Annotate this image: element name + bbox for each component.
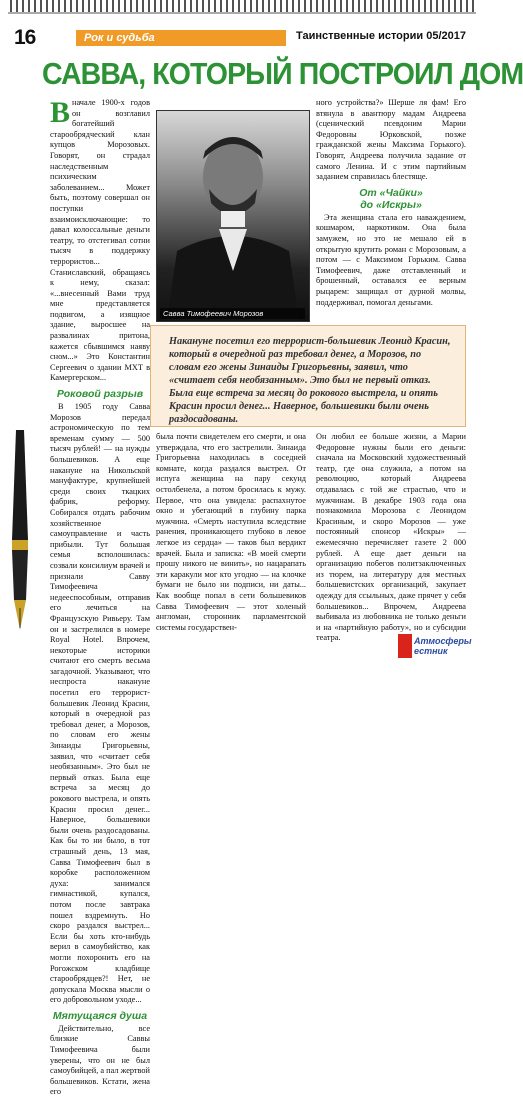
page-number: 16: [14, 26, 36, 49]
pull-quote-text: Накануне посетил его террорист-большевик Леонид Красин, который в очередной раз требовал денег, а Морозов, по словам его жены Зинаиды Григорьевны, заявил, что «считает себя необязанным». Это был не первый отказ. Была еще встреча за месяц до рокового выстрела, и опять Красин просил денег... Наверное, большевики были очень раздосадованы.: [169, 336, 451, 425]
portrait-photo: [156, 110, 310, 322]
subheading-restless-soul: Мятущаяся душа: [52, 1009, 148, 1022]
magazine-logo: [398, 634, 476, 658]
subheading-seagull-line-2: до «Искры»: [360, 198, 422, 211]
logo-line-2: естник: [414, 646, 448, 656]
portrait-illustration: [157, 111, 309, 321]
fountain-pen-icon: [2, 430, 42, 630]
bottom-paragraph-2: Он любил ее больше жизни, а Марии Федоровне нужны были его деньги: сначала на Московский художественный театр, где она служила, а потом на революцию, который Андреева отдавалась с той же страстью, что и мужчинам. В декабре 1903 года она познакомила Морозова с Леонидом Красиным, и скоро Морозов — уже постоянный спонсор «Искры» — ежемесячно перечисляет газете 2 000 рублей. А еще дает деньги на организацию побегов политзаключенных из тюрем, на литературу для местных большевистских организаций, закупает одежду для ссыльных, даже прячет у себя большевиков... Впрочем, Андреева выбивала из любовника не только деньги и на «партийную работу», но и субсидии театра.: [316, 432, 466, 643]
dropcap: В: [50, 96, 71, 129]
photo-caption: Савва Тимофеевич Морозов: [160, 308, 305, 319]
left-paragraph-2: В 1905 году Савва Морозов передал астрономическую по тем временам сумму — 500 тысяч рублей! — на нужды большевиков. А еще накануне на Никольской мануфактуре, крупнейшей среди своих ткацких фабрик, реформу. Собирался отдать рабочим хозяйственное самоуправление и часть прибыли. Тут большая семья всполошилась: созвали консилиум врачей и признали Савву Тимофеевича недееспособным, отправив его лечиться на Французскую Ривьеру. Там он и застрелился в номере Royal Hotel. Впрочем, некоторые историки считают его смерть весьма загадочной. Указывают, что неспроста накануне посетил его террорист-большевик Леонид Красин, который в очередной раз требовал денег, а Морозов, по словам его жены Зинаиды Григорьевны, заявил, что «считает себя необязанным». Это был не первый отказ. Была еще встреча за месяц до рокового выстрела, и опять Красин просил денег... Наверное, большевики были очень раздосадованы. Как бы то ни было, в тот страшный день, 13 мая, Савва Тимофеевич был в коробке расположенном духа: занимался гимнастикой, купался, потом после завтрака пошел вздремнуть. Но скоро раздался выстрел... Если бы хоть кто-нибудь верил в самоубийство, как могли похоронить его на Рогожском кладбище старообрядцев?! Нет, не допускала Москва мысли о его добровольном уходе...: [50, 402, 150, 1005]
article-headline: САВВА, КОТОРЫЙ ПОСТРОИЛ ДОМ: [42, 56, 523, 91]
left-column: [50, 96, 150, 1097]
rubric-banner: [76, 30, 286, 46]
right-paragraph-2: Эта женщина стала его наваждением, кошмаром, наркотиком. Она была замужем, но это не мешало ей в открытую крутить роман с Морозовым, а потом — с Максимом Горьким. Савва Тимофеевич, даже отставленный и брошенный, оставался ее верным рыцарем: защищал от дурной молвы, поддерживал, помогал деньгами.: [316, 212, 466, 307]
left-paragraph-3: Действительно, все близкие Саввы Тимофеевича были уверены, что он не был самоубийцей, а пал жертвой большевиков. Кстати, жена его: [50, 1023, 150, 1097]
issue-label: Таинственные истории 05/2017: [296, 30, 466, 42]
top-rule: [8, 12, 476, 14]
subheading-seagull-line-1: От «Чайки»: [359, 186, 423, 199]
bottom-paragraph-1: была почти свидетелем его смерти, и она утверждала, что его застрелили. Зинаида Григорьевна находилась в соседней комнате, когда раздался выстрел. От испуга женщина на пару секунд остолбенела, а потом бросилась к мужу. Первое, что она увидела: распахнутое окно и убегающий в глубину парка мужчина. «Смерть наступила вследствие ранения, проникающего глубоко в левое легкое из сердца» — таков был вердикт врачей. Была и записка: «В моей смерти прошу никого не винить», но нацарапать эти каракули мог кто угодно — на клочке бумаги не было ни подписи, ни даты... Как вообще попал в сети большевиков Савва Тимофеевич — этот холеный англоман, сторонник парламентской системы государствен-: [156, 432, 306, 632]
left-paragraph-1: начале 1900-х годов он возглавил богатейший старообрядческий клан купцов Морозовых. Говорят, он страдал наследственным психическим заболеванием... Может быть, поэтому совершал он поступки взаимоисключающие: то давал колоссальные деньги театру, то отстегивал сотни тысяч в поддержку террористов... Станиславский, обращаясь к нему, сказал: «...внесенный Вами труд мне представляется подвигом, а изящное здание, выросшее на развалинах притона, кажется сбывшимся наяву сном...» Это Константин Сергеевич о здании МХТ в Камергерском...: [50, 98, 150, 383]
spiral-binding: [10, 0, 474, 12]
rubric-label: Рок и судьба: [84, 32, 155, 44]
pull-quote: [150, 325, 466, 427]
right-column: [316, 98, 466, 320]
logo-line-1: Атмосферы: [414, 636, 472, 646]
subheading-fatal-break: Роковой разрыв: [56, 388, 144, 401]
logo-mark: [398, 634, 412, 658]
bottom-column-1: [156, 432, 306, 640]
right-paragraph-1: ного устройства?» Шерше ля фам! Его втянула в авантюру мадам Андреева (сценический псевдоним Марии Федоровны Юрковской, позже гражданской жены Максима Горького). Говорят, Андреева получила задание от самого Ленина. И с этим партийным заданием справилась блестяще.: [316, 98, 466, 182]
